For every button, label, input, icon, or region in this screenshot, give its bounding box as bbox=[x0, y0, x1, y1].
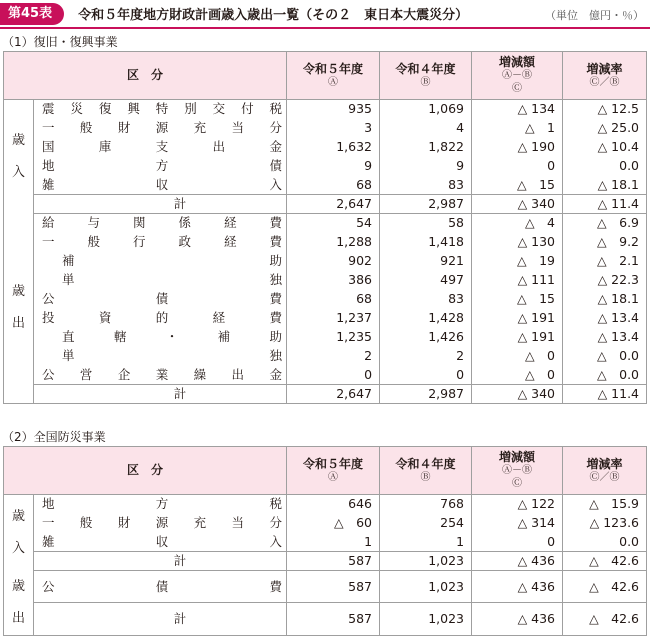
value-diff: △ 0 bbox=[472, 366, 563, 385]
value-rate: △ 22.3 bbox=[563, 271, 647, 290]
section2-table bbox=[3, 446, 647, 636]
value-r4: 1,418 bbox=[380, 233, 472, 252]
table-title: 令和５年度地方財政計画歳入歳出一覧（その２ 東日本大震災分） bbox=[78, 7, 469, 23]
row-label: 単 独 bbox=[34, 347, 287, 366]
table-row bbox=[4, 138, 647, 157]
value-r5: 386 bbox=[287, 271, 380, 290]
value-r5: 902 bbox=[287, 252, 380, 271]
value-rate: △ 2.1 bbox=[563, 252, 647, 271]
total-label: 計 bbox=[34, 552, 287, 571]
value-rate: △ 9.2 bbox=[563, 233, 647, 252]
table-row bbox=[4, 495, 647, 514]
table-row bbox=[4, 233, 647, 252]
total-r5: 2,647 bbox=[287, 385, 380, 404]
total-diff: △ 340 bbox=[472, 385, 563, 404]
group-label-text: 歳 出 bbox=[11, 284, 25, 332]
value-r5: 1,632 bbox=[287, 138, 380, 157]
total-rate: △ 11.4 bbox=[563, 195, 647, 214]
table-row bbox=[4, 119, 647, 138]
total-row bbox=[4, 385, 647, 404]
value-diff: △ 19 bbox=[472, 252, 563, 271]
value-diff: △ 4 bbox=[472, 214, 563, 233]
value-r5: 9 bbox=[287, 157, 380, 176]
table-row bbox=[4, 571, 647, 603]
table-row bbox=[4, 514, 647, 533]
value-diff: 0 bbox=[472, 533, 563, 552]
table-row bbox=[4, 309, 647, 328]
section1-title: （1）復旧・復興事業 bbox=[2, 35, 118, 49]
total-label: 計 bbox=[34, 195, 287, 214]
table-row bbox=[4, 100, 647, 119]
total-r5: 587 bbox=[287, 603, 380, 635]
table-row bbox=[4, 366, 647, 385]
value-rate: △ 10.4 bbox=[563, 138, 647, 157]
value-r4: 1,822 bbox=[380, 138, 472, 157]
col-r4: 令和４年度 Ⓑ bbox=[380, 52, 472, 100]
col-rate: 増減率 Ⓒ／Ⓑ bbox=[563, 447, 647, 495]
col-r5: 令和５年度 Ⓐ bbox=[287, 447, 380, 495]
group-label bbox=[4, 495, 34, 571]
total-r4: 2,987 bbox=[380, 385, 472, 404]
value-r5: 646 bbox=[287, 495, 380, 514]
row-label: 直 轄 ・ 補 助 bbox=[34, 328, 287, 347]
total-r4: 1,023 bbox=[380, 603, 472, 635]
total-row bbox=[4, 552, 647, 571]
row-label: 給 与 関 係 経 費 bbox=[34, 214, 287, 233]
total-diff: △ 436 bbox=[472, 603, 563, 635]
total-label: 計 bbox=[34, 603, 287, 635]
total-row bbox=[4, 195, 647, 214]
table-row bbox=[4, 176, 647, 195]
value-rate: △ 13.4 bbox=[563, 309, 647, 328]
value-r5: 1 bbox=[287, 533, 380, 552]
row-label: 一 般 財 源 充 当 分 bbox=[34, 514, 287, 533]
value-rate: △ 18.1 bbox=[563, 176, 647, 195]
col-kubun: 区 分 bbox=[4, 52, 287, 100]
header-row bbox=[4, 52, 647, 100]
row-label: 公 債 費 bbox=[34, 571, 287, 603]
value-r5: 54 bbox=[287, 214, 380, 233]
value-diff: △ 15 bbox=[472, 176, 563, 195]
total-r4: 2,987 bbox=[380, 195, 472, 214]
value-r4: 1,023 bbox=[380, 571, 472, 603]
value-r4: 0 bbox=[380, 366, 472, 385]
total-row bbox=[4, 603, 647, 635]
value-diff: △ 0 bbox=[472, 347, 563, 366]
value-diff: △ 134 bbox=[472, 100, 563, 119]
header-rule bbox=[0, 27, 650, 29]
value-r4: 83 bbox=[380, 176, 472, 195]
table-row bbox=[4, 328, 647, 347]
row-label: 地 方 債 bbox=[34, 157, 287, 176]
col-r4: 令和４年度 Ⓑ bbox=[380, 447, 472, 495]
value-r5: 0 bbox=[287, 366, 380, 385]
col-r5: 令和５年度 Ⓐ bbox=[287, 52, 380, 100]
col-kubun: 区 分 bbox=[4, 447, 287, 495]
value-r4: 497 bbox=[380, 271, 472, 290]
total-rate: △ 42.6 bbox=[563, 603, 647, 635]
value-rate: △ 123.6 bbox=[563, 514, 647, 533]
value-rate: △ 12.5 bbox=[563, 100, 647, 119]
value-diff: △ 436 bbox=[472, 571, 563, 603]
total-r5: 2,647 bbox=[287, 195, 380, 214]
table-row bbox=[4, 533, 647, 552]
unit-note: （単位 億円・％） bbox=[545, 9, 644, 22]
table-row bbox=[4, 214, 647, 233]
section2-title: （2）全国防災事業 bbox=[2, 430, 106, 444]
total-rate: △ 11.4 bbox=[563, 385, 647, 404]
value-r5: 68 bbox=[287, 290, 380, 309]
col-rate: 増減率 Ⓒ／Ⓑ bbox=[563, 52, 647, 100]
value-r5: 1,235 bbox=[287, 328, 380, 347]
value-r4: 1 bbox=[380, 533, 472, 552]
header-row bbox=[4, 447, 647, 495]
table-row bbox=[4, 290, 647, 309]
value-r4: 2 bbox=[380, 347, 472, 366]
value-r5: 587 bbox=[287, 571, 380, 603]
row-label: 公 債 費 bbox=[34, 290, 287, 309]
value-r4: 254 bbox=[380, 514, 472, 533]
value-r4: 83 bbox=[380, 290, 472, 309]
row-label: 雑 収 入 bbox=[34, 533, 287, 552]
value-diff: △ 190 bbox=[472, 138, 563, 157]
value-diff: △ 122 bbox=[472, 495, 563, 514]
total-r5: 587 bbox=[287, 552, 380, 571]
value-r4: 1,069 bbox=[380, 100, 472, 119]
table-number-badge: 第45表 bbox=[0, 3, 64, 25]
value-rate: △ 18.1 bbox=[563, 290, 647, 309]
value-rate: △ 0.0 bbox=[563, 366, 647, 385]
value-diff: △ 15 bbox=[472, 290, 563, 309]
group-label-text: 歳 入 bbox=[11, 508, 25, 556]
value-r4: 1,426 bbox=[380, 328, 472, 347]
col-diff: 増減額 Ⓐ－Ⓑ Ⓒ bbox=[472, 447, 563, 495]
row-label: 単 独 bbox=[34, 271, 287, 290]
value-r5: 1,288 bbox=[287, 233, 380, 252]
value-r4: 1,428 bbox=[380, 309, 472, 328]
total-diff: △ 436 bbox=[472, 552, 563, 571]
value-rate: △ 6.9 bbox=[563, 214, 647, 233]
value-rate: 0.0 bbox=[563, 533, 647, 552]
total-r4: 1,023 bbox=[380, 552, 472, 571]
row-label: 地 方 税 bbox=[34, 495, 287, 514]
value-rate: △ 42.6 bbox=[563, 571, 647, 603]
total-label: 計 bbox=[34, 385, 287, 404]
value-rate: △ 15.9 bbox=[563, 495, 647, 514]
total-rate: △ 42.6 bbox=[563, 552, 647, 571]
value-rate: △ 13.4 bbox=[563, 328, 647, 347]
table-row bbox=[4, 157, 647, 176]
value-r5: 935 bbox=[287, 100, 380, 119]
row-label: 国 庫 支 出 金 bbox=[34, 138, 287, 157]
group-label bbox=[4, 100, 34, 214]
row-label: 一 般 行 政 経 費 bbox=[34, 233, 287, 252]
group-label-text: 歳 入 bbox=[11, 132, 25, 180]
value-diff: △ 1 bbox=[472, 119, 563, 138]
row-label: 公 営 企 業 繰 出 金 bbox=[34, 366, 287, 385]
value-r5: △ 60 bbox=[287, 514, 380, 533]
table-row bbox=[4, 252, 647, 271]
value-r4: 768 bbox=[380, 495, 472, 514]
value-r4: 4 bbox=[380, 119, 472, 138]
group-label bbox=[4, 571, 34, 636]
row-label: 一 般 財 源 充 当 分 bbox=[34, 119, 287, 138]
section1-table bbox=[3, 51, 647, 404]
value-diff: △ 314 bbox=[472, 514, 563, 533]
value-r5: 3 bbox=[287, 119, 380, 138]
value-rate: 0.0 bbox=[563, 157, 647, 176]
value-r4: 921 bbox=[380, 252, 472, 271]
table-row bbox=[4, 347, 647, 366]
value-diff: 0 bbox=[472, 157, 563, 176]
row-label: 補 助 bbox=[34, 252, 287, 271]
value-diff: △ 191 bbox=[472, 328, 563, 347]
group-label-text: 歳 出 bbox=[11, 578, 25, 626]
row-label: 雑 収 入 bbox=[34, 176, 287, 195]
value-rate: △ 25.0 bbox=[563, 119, 647, 138]
value-diff: △ 130 bbox=[472, 233, 563, 252]
value-rate: △ 0.0 bbox=[563, 347, 647, 366]
col-diff: 増減額 Ⓐ－Ⓑ Ⓒ bbox=[472, 52, 563, 100]
group-label bbox=[4, 214, 34, 404]
row-label: 投 資 的 経 費 bbox=[34, 309, 287, 328]
value-r5: 68 bbox=[287, 176, 380, 195]
row-label: 震 災 復 興 特 別 交 付 税 bbox=[34, 100, 287, 119]
value-diff: △ 111 bbox=[472, 271, 563, 290]
total-diff: △ 340 bbox=[472, 195, 563, 214]
value-r4: 58 bbox=[380, 214, 472, 233]
value-r5: 1,237 bbox=[287, 309, 380, 328]
value-r4: 9 bbox=[380, 157, 472, 176]
value-diff: △ 191 bbox=[472, 309, 563, 328]
value-r5: 2 bbox=[287, 347, 380, 366]
table-row bbox=[4, 271, 647, 290]
